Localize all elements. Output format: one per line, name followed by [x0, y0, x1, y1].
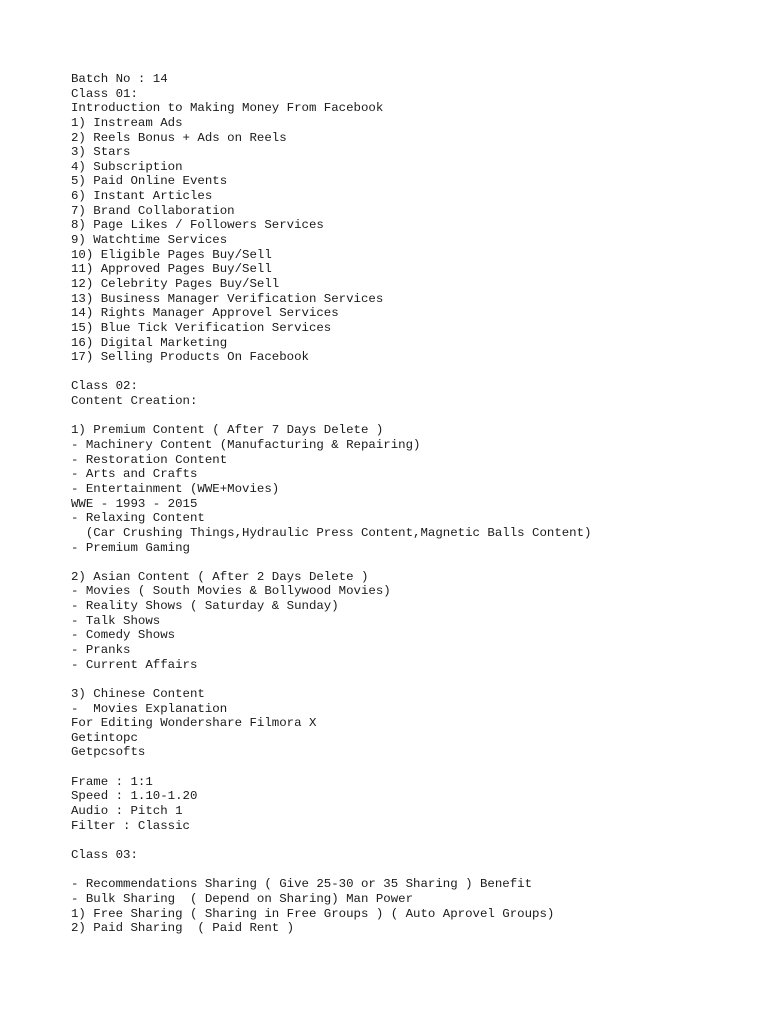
list-item: 4) Subscription — [71, 159, 183, 174]
blank-line — [71, 863, 751, 878]
list-item: 1) Free Sharing ( Sharing in Free Groups ) ( Auto Aprovel Groups) — [71, 906, 555, 921]
list-item: - Premium Gaming — [71, 540, 190, 555]
list-item: 5) Paid Online Events — [71, 174, 228, 189]
list-item: - Arts and Crafts — [71, 467, 198, 482]
list-item: 14) Rights Manager Approvel Services — [71, 306, 339, 321]
list-item: 2) Paid Sharing ( Paid Rent ) — [71, 921, 295, 936]
list-item: 11) Approved Pages Buy/Sell — [71, 262, 272, 277]
document-page — [71, 72, 751, 936]
list-item: - Movies ( South Movies & Bollywood Movies) — [71, 584, 391, 599]
list-item: - Bulk Sharing ( Depend on Sharing) Man Power — [71, 891, 414, 906]
list-item: 6) Instant Articles — [71, 189, 213, 204]
blank-line — [71, 409, 751, 424]
list-item: (Car Crushing Things,Hydraulic Press Content,Magnetic Balls Content) — [71, 525, 592, 540]
list-item: - Entertainment (WWE+Movies) — [71, 481, 280, 496]
section-heading: 1) Premium Content ( After 7 Days Delete ) — [71, 423, 384, 438]
blank-line — [71, 760, 751, 775]
list-item: - Recommendations Sharing ( Give 25-30 or 35 Sharing ) Benefit — [71, 877, 533, 892]
setting-line: Frame : 1:1 — [71, 774, 153, 789]
list-item: 12) Celebrity Pages Buy/Sell — [71, 276, 280, 291]
list-item: 3) Stars — [71, 145, 131, 160]
list-item: 13) Business Manager Verification Services — [71, 291, 384, 306]
list-item: - Talk Shows — [71, 613, 161, 628]
setting-line: Audio : Pitch 1 — [71, 804, 183, 819]
list-item: WWE - 1993 - 2015 — [71, 496, 198, 511]
batch-number: Batch No : 14 — [71, 72, 168, 86]
list-item: 9) Watchtime Services — [71, 233, 228, 248]
setting-line: Filter : Classic — [71, 818, 190, 833]
section-heading: 2) Asian Content ( After 2 Days Delete ) — [71, 569, 369, 584]
blank-line — [71, 833, 751, 848]
list-item: - Pranks — [71, 642, 131, 657]
setting-line: Speed : 1.10-1.20 — [71, 789, 198, 804]
list-item: - Relaxing Content — [71, 511, 205, 526]
list-item: 15) Blue Tick Verification Services — [71, 320, 332, 335]
list-item: 1) Instream Ads — [71, 115, 183, 130]
class-02-heading: Class 02: — [71, 379, 138, 394]
list-item: For Editing Wondershare Filmora X — [71, 716, 317, 731]
list-item: 16) Digital Marketing — [71, 335, 228, 350]
class-01-heading: Class 01: — [71, 86, 138, 101]
list-item: - Comedy Shows — [71, 628, 176, 643]
list-item: 17) Selling Products On Facebook — [71, 350, 309, 365]
section-heading: 3) Chinese Content — [71, 686, 205, 701]
list-item: - Machinery Content (Manufacturing & Repairing) — [71, 438, 421, 453]
list-item: - Restoration Content — [71, 452, 228, 467]
class-03-heading: Class 03: — [71, 847, 138, 862]
class-02-title: Content Creation: — [71, 394, 198, 409]
list-item: - Movies Explanation — [71, 701, 228, 716]
list-item: - Reality Shows ( Saturday & Sunday) — [71, 599, 339, 614]
list-item: Getpcsofts — [71, 745, 146, 760]
list-item: - Current Affairs — [71, 657, 198, 672]
blank-line — [71, 365, 751, 380]
class-01-title: Introduction to Making Money From Facebook — [71, 101, 384, 116]
list-item: 8) Page Likes / Followers Services — [71, 218, 324, 233]
list-item: 2) Reels Bonus + Ads on Reels — [71, 130, 287, 145]
list-item: 7) Brand Collaboration — [71, 203, 235, 218]
blank-line — [71, 555, 751, 570]
list-item: Getintopc — [71, 730, 138, 745]
list-item: 10) Eligible Pages Buy/Sell — [71, 247, 272, 262]
blank-line — [71, 672, 751, 687]
